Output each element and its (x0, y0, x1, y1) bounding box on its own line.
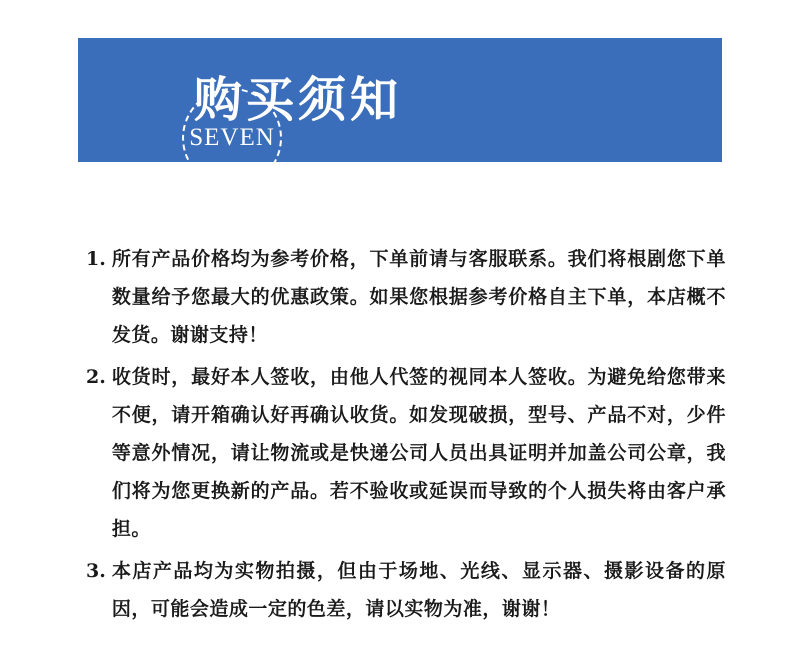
brand-badge (182, 88, 282, 188)
notice-item-text: 所有产品价格均为参考价格，下单前请与客服联系。我们将根剧您下单数量给予您最大的优惠政策。如果您根据参考价格自主下单，本店概不发货。谢谢支持！ (111, 248, 726, 346)
notice-item (86, 358, 726, 548)
page-title: 购买须知 (194, 72, 403, 128)
notice-item (86, 240, 726, 354)
notice-item (86, 552, 726, 628)
notice-item-number: 1. (86, 248, 106, 270)
notice-item-text: 收货时，最好本人签收，由他人代签的视同本人签收。为避免给您带来不便，请开箱确认好再确认收货。如发现破损，型号、产品不对，少件等意外情况，请让物流或是快递公司人员出具证明并加盖公司公章，我们将为您更换新的产品。若不验收或延误而导致的个人损失将由客户承担。 (111, 366, 726, 540)
page-banner (78, 38, 722, 162)
notice-item-number: 2. (86, 366, 106, 388)
notice-item-text: 本店产品均为实物拍摄，但由于场地、光线、显示器、摄影设备的原因，可能会造成一定的色差，请以实物为准，谢谢！ (111, 560, 726, 620)
notice-list (86, 240, 726, 632)
brand-badge-label: SEVEN (189, 124, 275, 151)
notice-item-number: 3. (86, 560, 106, 582)
